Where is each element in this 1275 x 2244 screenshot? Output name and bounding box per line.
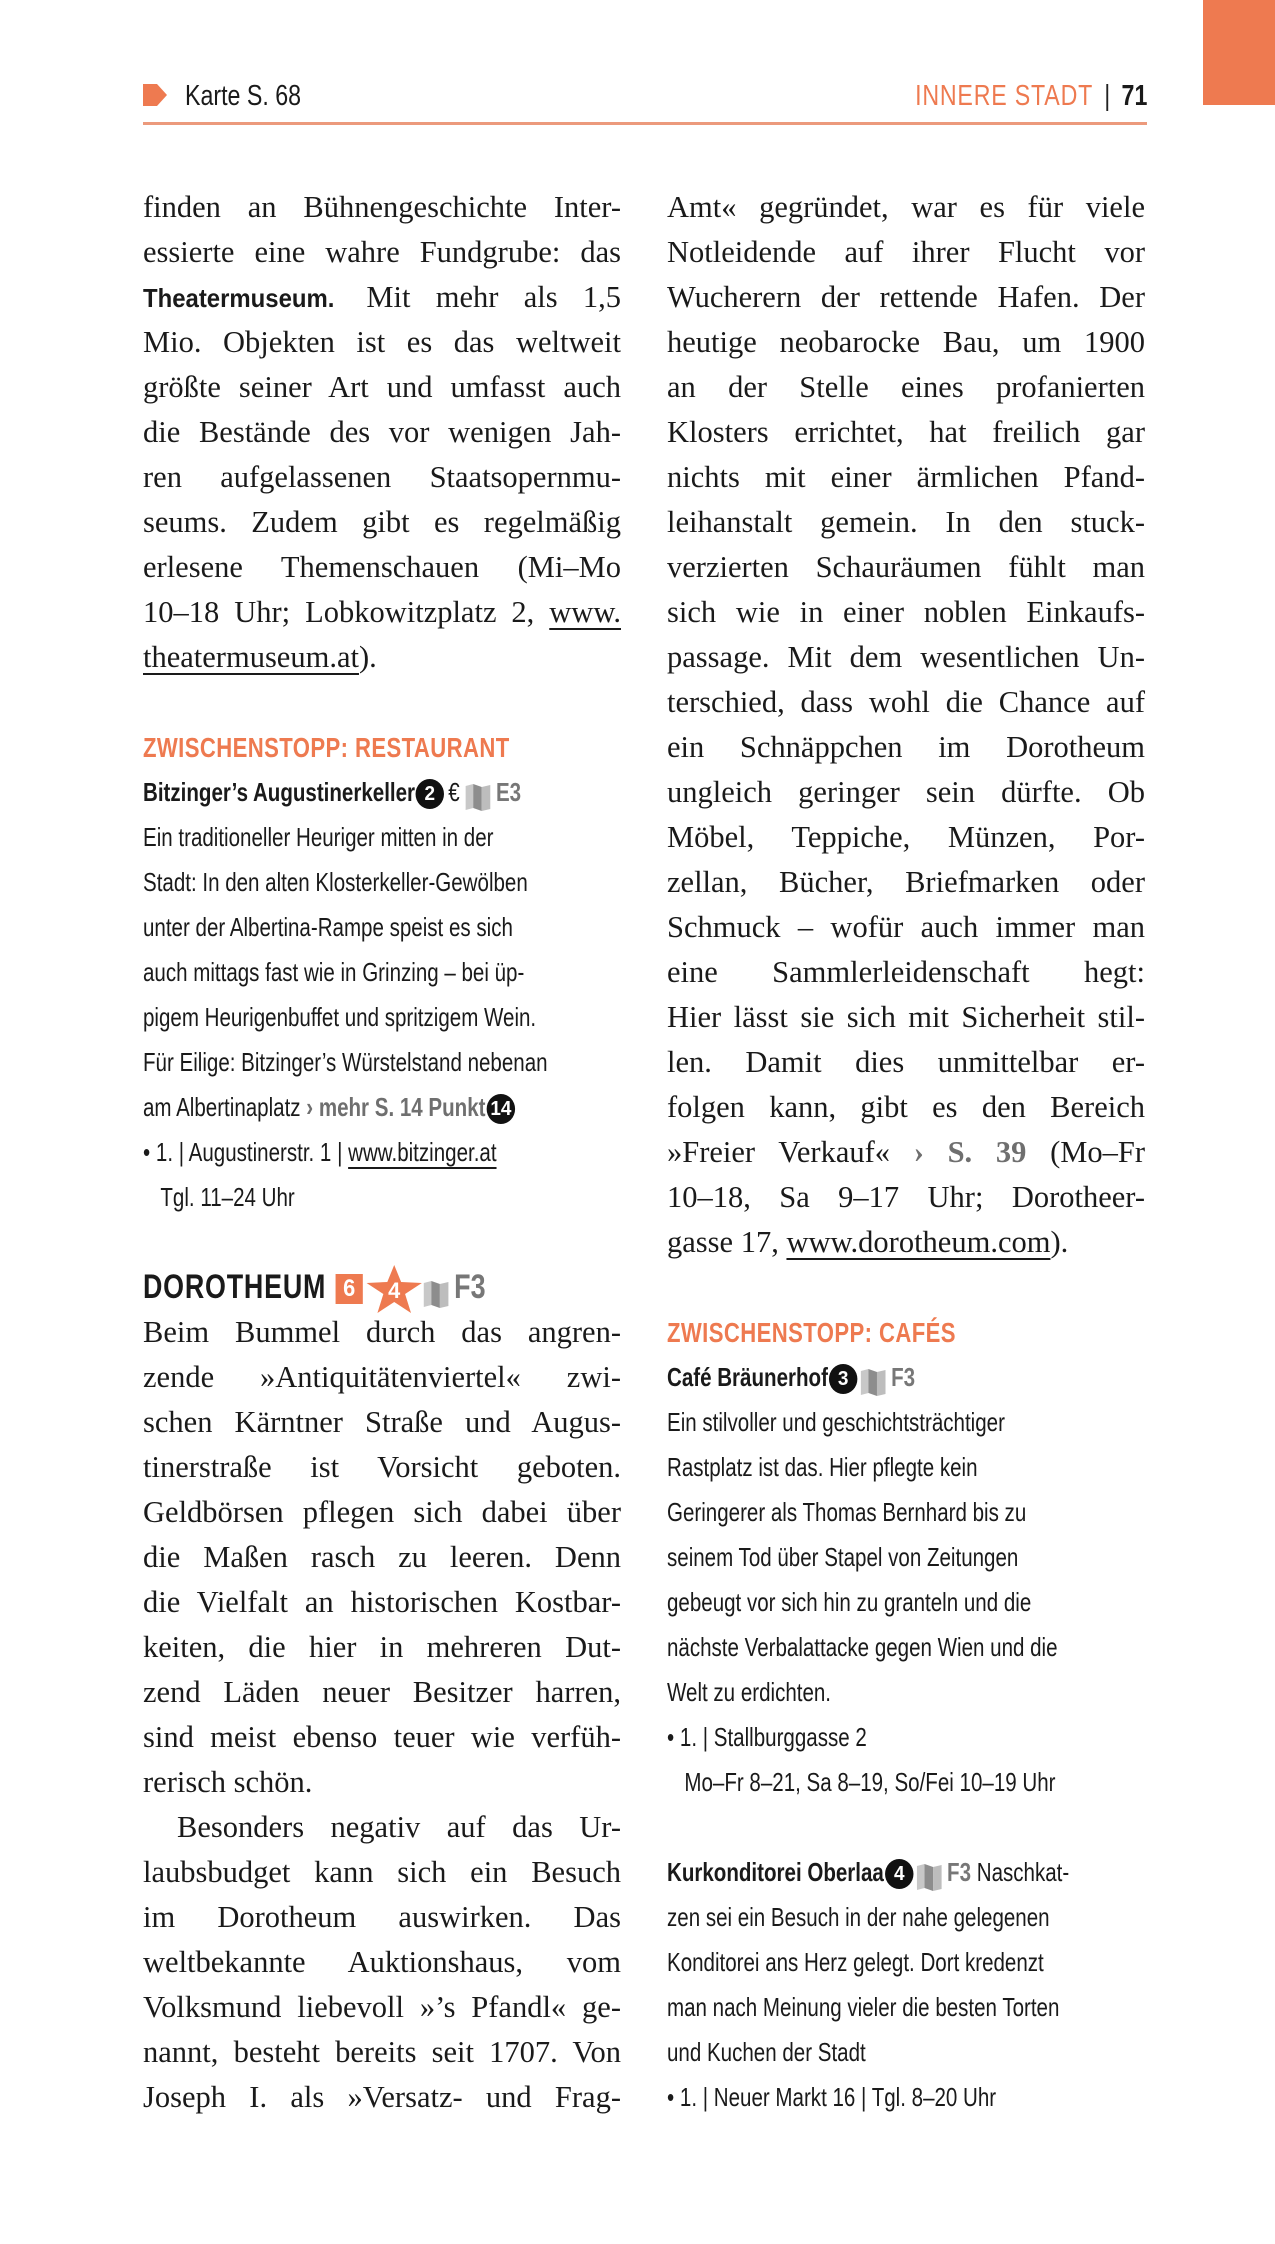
- line-text: Wucherern der rettende Hafen. Der: [667, 280, 1145, 314]
- cross-reference[interactable]: mehr S. 14 Punkt: [313, 1092, 486, 1122]
- text-line: [143, 995, 619, 1040]
- text-line: [667, 1850, 1143, 1895]
- text-line: [143, 1130, 619, 1175]
- line-text: zellan, Bücher, Briefmarken oder: [667, 865, 1145, 899]
- line-text: größte seiner Art und umfasst auch: [143, 370, 621, 404]
- line-text: zende »Antiquitätenviertel« zwi-: [143, 1360, 621, 1394]
- text-line: [143, 1175, 636, 1220]
- text-line: [667, 1940, 1143, 1985]
- text-line: [143, 1715, 621, 1760]
- line-text: Geldbörsen pflegen sich dabei über: [143, 1495, 621, 1529]
- venue-name: Café Bräunerhof: [667, 1362, 828, 1392]
- text-line: [667, 1715, 1143, 1760]
- line-text: Hier lässt sie sich mit Sicherheit stil-: [667, 1000, 1145, 1034]
- text-segment: ).: [1050, 1225, 1069, 1259]
- line-text: rerisch schön.: [143, 1765, 313, 1799]
- line-text: zen sei ein Besuch in der nahe gelegenen: [667, 1902, 1050, 1932]
- line-text: Geringerer als Thomas Bernhard bis zu: [667, 1497, 1027, 1527]
- text-line: [143, 590, 621, 635]
- section-name: INNERE STADT: [914, 80, 1093, 112]
- line-text: Amt« gegründet, war es für viele: [667, 190, 1145, 224]
- blank-line: [143, 1220, 621, 1265]
- text-line: [143, 905, 619, 950]
- map-icon: [422, 1275, 450, 1303]
- line-text: und Kuchen der Stadt: [667, 2037, 866, 2067]
- museum-name: Theatermuseum.: [143, 283, 335, 313]
- line-text: • 1. | Neuer Markt 16 | Tgl. 8–20 Uhr: [667, 2082, 997, 2112]
- price-indicator: €: [448, 777, 460, 807]
- right-column: [667, 185, 1145, 2120]
- line-text: tinerstraße ist Vorsicht geboten.: [143, 1450, 621, 1484]
- text-line: [143, 1670, 621, 1715]
- text-line: [143, 1940, 621, 1985]
- line-text: seums. Zudem gibt es regelmäßig: [143, 505, 621, 539]
- venue-name: Kurkonditorei Oberlaa: [667, 1857, 884, 1887]
- line-text: Schmuck – wofür auch immer man: [667, 910, 1145, 944]
- blank-line: [667, 1265, 1145, 1310]
- text-line: [667, 1085, 1145, 1130]
- separator: |: [1103, 80, 1110, 112]
- line-text: passage. Mit dem wesentlichen Un-: [667, 640, 1145, 674]
- text-line: [667, 1355, 1143, 1400]
- map-grid-ref: F3: [947, 1857, 972, 1887]
- line-text: weltbekannte Auktionshaus, vom: [143, 1945, 621, 1979]
- text-line: [667, 1175, 1145, 1220]
- line-text: die Maßen rasch zu leeren. Denn: [143, 1540, 621, 1574]
- line-text: heutige neobarocke Bau, um 1900: [667, 325, 1145, 359]
- web-link[interactable]: www.bitzinger.at: [348, 1137, 497, 1167]
- line-text: Welt zu erdichten.: [667, 1677, 832, 1707]
- line-text: finden an Bühnengeschichte Inter-: [143, 190, 621, 224]
- arrow-icon: ›: [306, 1092, 314, 1122]
- text-line: [143, 1895, 621, 1940]
- text-segment: ).: [358, 640, 377, 674]
- line-text: auch mittags fast wie in Grinzing – bei üp-: [143, 957, 525, 987]
- line-text: Volksmund liebevoll »’s Pfandl« ge-: [143, 1990, 621, 2024]
- line-text: Möbel, Teppiche, Münzen, Por-: [667, 820, 1145, 854]
- text-line: [143, 1400, 621, 1445]
- text-line: [667, 815, 1145, 860]
- page-header: [143, 74, 1147, 118]
- text-line: [667, 905, 1145, 950]
- text-line: [667, 1130, 1145, 1175]
- text-line: [667, 545, 1145, 590]
- text-line: [143, 860, 619, 905]
- line-text: Tgl. 11–24 Uhr: [160, 1182, 295, 1212]
- text-segment: • 1. | Augustinerstr. 1 |: [143, 1137, 349, 1167]
- map-reference[interactable]: Karte S. 68: [185, 80, 302, 112]
- line-text: keiten, die hier in mehreren Dut-: [143, 1630, 621, 1664]
- line-text: Klosters errichtet, hat freilich gar: [667, 415, 1145, 449]
- number-badge: 2: [416, 779, 444, 809]
- line-text: ren aufgelassenen Staatsopernmu-: [143, 460, 621, 494]
- line-text: die Vielfalt an historischen Kostbar-: [143, 1585, 621, 1619]
- text-line: [667, 1400, 1143, 1445]
- web-link[interactable]: theatermuseum.at: [143, 640, 359, 674]
- entry-title: [143, 1265, 619, 1310]
- line-text: essierte eine wahre Fundgrube: das: [143, 235, 621, 269]
- map-pointer-icon: [143, 84, 167, 106]
- web-link[interactable]: www.dorotheum.com: [786, 1225, 1051, 1259]
- text-line: [143, 1535, 621, 1580]
- text-line: [667, 2030, 1143, 2075]
- map-icon: [464, 780, 492, 808]
- line-text: verzierten Schauräumen fühlt man: [667, 550, 1145, 584]
- line-text: ZWISCHENSTOPP: RESTAURANT: [143, 732, 510, 763]
- line-text: pigem Heurigenbuffet und spritzigem Wein.: [143, 1002, 537, 1032]
- text-line: [667, 995, 1145, 1040]
- line-text: man nach Meinung vieler die besten Torten: [667, 1992, 1060, 2022]
- line-text: Ein traditioneller Heuriger mitten in der: [143, 822, 494, 852]
- text-segment: Mit mehr als 1,5: [341, 280, 621, 314]
- text-line: [143, 2030, 621, 2075]
- text-segment: gasse 17,: [667, 1225, 787, 1259]
- line-text: unter der Albertina-Rampe speist es sich: [143, 912, 513, 942]
- map-grid-ref: F3: [891, 1362, 916, 1392]
- text-line: [143, 320, 621, 365]
- text-line: [667, 725, 1145, 770]
- text-line: [143, 1310, 621, 1355]
- text-segment: 10–18 Uhr; Lobkowitzplatz 2,: [143, 595, 550, 629]
- text-line: [143, 1805, 621, 1850]
- line-text: Beim Bummel durch das angren-: [143, 1315, 621, 1349]
- text-line: [143, 770, 619, 815]
- text-line: [667, 590, 1145, 635]
- text-line: [143, 1985, 621, 2030]
- line-text: ein Schnäppchen im Dorotheum: [667, 730, 1145, 764]
- text-line: [667, 1535, 1143, 1580]
- text-line: [667, 680, 1145, 725]
- line-text: Besonders negativ auf das Ur-: [177, 1810, 621, 1844]
- text-line: [667, 860, 1145, 905]
- line-text: Ein stilvoller und geschichtsträchtiger: [667, 1407, 1005, 1437]
- text-line: [143, 1625, 621, 1670]
- line-text: • 1. | Stallburggasse 2: [667, 1722, 867, 1752]
- line-text: nächste Verbalattacke gegen Wien und die: [667, 1632, 1058, 1662]
- text-line: [143, 635, 621, 680]
- star-rating-badge: [365, 1265, 424, 1313]
- line-text: leihanstalt gemein. In den stuck-: [667, 505, 1145, 539]
- text-line: [667, 320, 1145, 365]
- text-line: [143, 410, 621, 455]
- blank-line: [667, 1805, 1145, 1850]
- text-line: [667, 455, 1145, 500]
- text-line: [667, 230, 1145, 275]
- number-badge: 3: [829, 1364, 857, 1394]
- text-line: [143, 950, 619, 995]
- text-line: [143, 1445, 621, 1490]
- text-line: [667, 770, 1145, 815]
- entry-title-text: DOROTHEUM: [143, 1268, 327, 1306]
- line-text: Notleidende auf ihrer Flucht vor: [667, 235, 1145, 269]
- cross-reference[interactable]: › S. 39: [913, 1135, 1027, 1169]
- text-line: [143, 1850, 621, 1895]
- number-badge: 4: [885, 1859, 913, 1889]
- text-line: [667, 1040, 1145, 1085]
- text-line: [143, 1085, 619, 1130]
- line-text: Mio. Objekten ist es das weltweit: [143, 325, 621, 359]
- line-text: die Bestände des vor wenigen Jah-: [143, 415, 621, 449]
- text-line: [143, 1580, 621, 1625]
- text-line: [143, 2075, 621, 2120]
- map-grid-ref: F3: [454, 1268, 486, 1306]
- line-text: Konditorei ans Herz gelegt. Dort kredenzt: [667, 1947, 1044, 1977]
- line-text: an der Stelle eines profanierten: [667, 370, 1145, 404]
- line-text: ungleich geringer sein dürfte. Ob: [667, 775, 1145, 809]
- line-text: Für Eilige: Bitzinger’s Würstelstand nebenan: [143, 1047, 548, 1077]
- line-text: zend Läden neuer Besitzer harren,: [143, 1675, 621, 1709]
- page-number: 71: [1121, 80, 1147, 112]
- map-grid-ref: E3: [495, 777, 522, 807]
- text-line: [667, 1490, 1143, 1535]
- text-line: [667, 635, 1145, 680]
- venue-name: Bitzinger’s Augustinerkeller: [143, 777, 416, 807]
- text-line: [143, 500, 621, 545]
- web-link[interactable]: www.: [549, 595, 621, 629]
- text-line: [143, 365, 621, 410]
- number-badge: 14: [486, 1094, 514, 1124]
- text-line: [143, 1760, 621, 1805]
- page-info: [915, 74, 1147, 118]
- line-text: seinem Tod über Stapel von Zeitungen: [667, 1542, 1019, 1572]
- text-line: [143, 230, 621, 275]
- text-line: [667, 1760, 1160, 1805]
- line-text: terschied, dass wohl die Chance auf: [667, 685, 1145, 719]
- map-icon: [859, 1365, 887, 1393]
- blank-line: [143, 680, 621, 725]
- line-text: erlesene Themenschauen (Mi–Mo: [143, 550, 621, 584]
- text-line: [143, 455, 621, 500]
- text-line: [667, 365, 1145, 410]
- map-icon: [915, 1860, 943, 1888]
- text-line: [143, 185, 621, 230]
- line-text: len. Damit dies unmittelbar er-: [667, 1045, 1145, 1079]
- map-number-badge: 6: [335, 1274, 362, 1304]
- text-line: [667, 275, 1145, 320]
- text-line: [667, 185, 1145, 230]
- line-text: Joseph I. als »Versatz- und Frag-: [143, 2080, 621, 2114]
- text-line: [667, 1625, 1143, 1670]
- section-heading: [667, 1310, 1143, 1355]
- line-text: sind meist ebenso teuer wie verfüh-: [143, 1720, 621, 1754]
- left-column: [143, 185, 621, 2120]
- line-text: ZWISCHENSTOPP: CAFÉS: [667, 1317, 956, 1348]
- header-rule: [143, 122, 1147, 125]
- text-line: [143, 545, 621, 590]
- text-line: [667, 1445, 1143, 1490]
- text-segment: am Albertinaplatz: [143, 1092, 307, 1122]
- line-text: nannt, besteht bereits seit 1707. Von: [143, 2035, 621, 2069]
- text-line: [143, 1355, 621, 1400]
- text-line: [667, 500, 1145, 545]
- text-line: [667, 2075, 1143, 2120]
- line-text: gebeugt vor sich hin zu granteln und die: [667, 1587, 1032, 1617]
- text-line: [667, 410, 1145, 455]
- line-text: eine Sammlerleidenschaft hegt:: [667, 955, 1145, 989]
- text-line: [667, 1220, 1145, 1265]
- line-text: 10–18, Sa 9–17 Uhr; Dorotheer-: [667, 1180, 1145, 1214]
- chapter-tab-marker: [1203, 0, 1275, 105]
- text-line: [143, 275, 621, 320]
- line-text: sich wie in einer noblen Einkaufs-: [667, 595, 1145, 629]
- text-line: [667, 950, 1145, 995]
- text-line: [667, 1895, 1143, 1940]
- line-text: Rastplatz ist das. Hier pflegte kein: [667, 1452, 978, 1482]
- text-segment: Naschkat-: [971, 1857, 1070, 1887]
- star-number: 4: [388, 1278, 401, 1304]
- text-line: [667, 1670, 1143, 1715]
- text-segment: »Freier Verkauf«: [667, 1135, 914, 1169]
- text-segment: (Mo–Fr: [1026, 1135, 1146, 1169]
- line-text: im Dorotheum auswirken. Das: [143, 1900, 621, 1934]
- line-text: laubsbudget kann sich ein Besuch: [143, 1855, 621, 1889]
- line-text: folgen kann, gibt es den Bereich: [667, 1090, 1145, 1124]
- text-line: [143, 815, 619, 860]
- line-text: Mo–Fr 8–21, Sa 8–19, So/Fei 10–19 Uhr: [684, 1767, 1056, 1797]
- line-text: nichts mit einer ärmlichen Pfand-: [667, 460, 1145, 494]
- line-text: Stadt: In den alten Klosterkeller-Gewölben: [143, 867, 528, 897]
- text-line: [143, 1040, 619, 1085]
- text-line: [667, 1580, 1143, 1625]
- text-line: [143, 1490, 621, 1535]
- line-text: schen Kärntner Straße und Augus-: [143, 1405, 621, 1439]
- text-line: [667, 1985, 1143, 2030]
- section-heading: [143, 725, 619, 770]
